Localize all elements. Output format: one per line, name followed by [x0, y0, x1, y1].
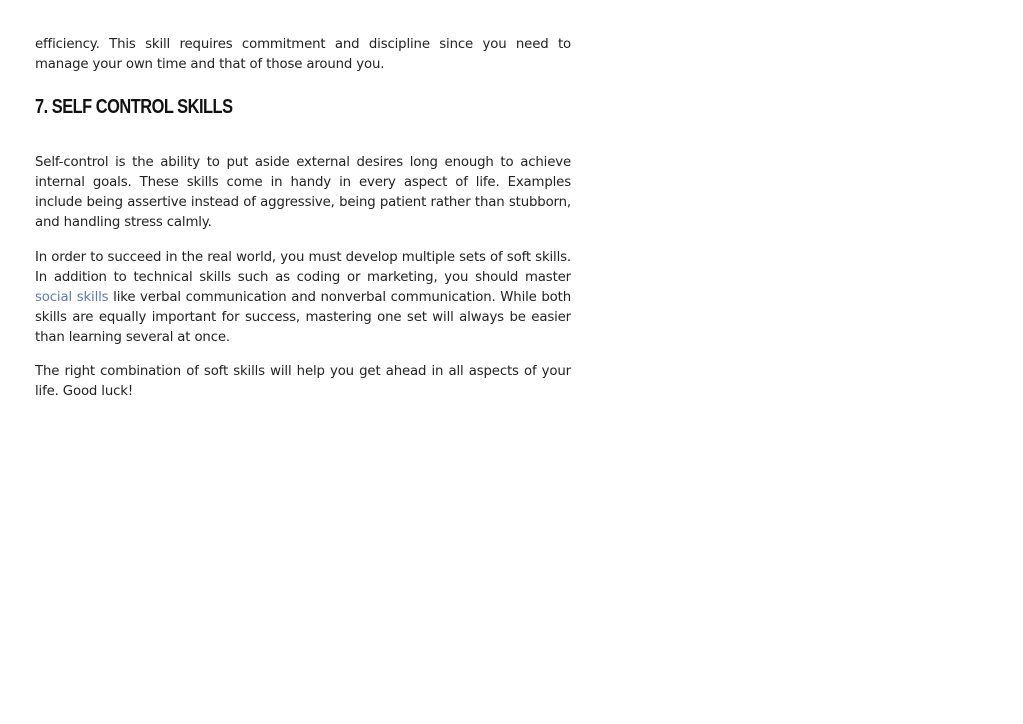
- section-heading: 7. SELF CONTROL SKILLS: [35, 96, 233, 118]
- article-body: [35, 35, 571, 402]
- paragraph-text-before-link: In order to succeed in the real world, you must develop multiple sets of soft skills. In addition to technical skills such as coding or marketing, you should master: [35, 250, 571, 285]
- intro-paragraph: efficiency. This skill requires commitment and discipline since you need to manage your own time and that of those around you.: [35, 37, 571, 72]
- social-skills-link[interactable]: social skills: [35, 290, 109, 305]
- paragraph-text-after-link: like verbal communication and nonverbal communication. While both skills are equally important for success, mastering one set will always be easier than learning several at once.: [35, 290, 572, 345]
- self-control-paragraph: Self-control is the ability to put aside external desires long enough to achieve internal goals. These skills come in handy in every aspect of life. Examples include being assertive instead of aggressive, being patient rather than stubborn, and handling stress calmly.: [35, 155, 571, 230]
- soft-skills-paragraph: [35, 248, 571, 348]
- closing-paragraph: The right combination of soft skills will help you get ahead in all aspects of your life. Good luck!: [35, 364, 571, 399]
